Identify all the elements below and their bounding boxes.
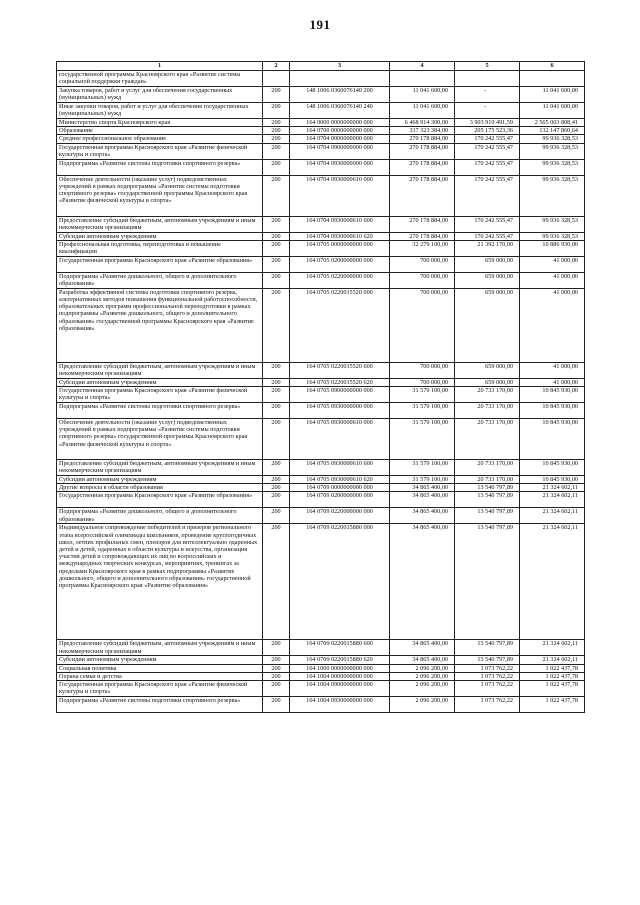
row-line-code-cell: 200 [263, 288, 290, 362]
row-approved-cell: 34 865 400,00 [390, 508, 455, 524]
row-line-code-cell: 200 [263, 362, 290, 378]
row-approved-cell: 2 096 200,00 [390, 681, 455, 697]
row-line-code-cell: 200 [263, 672, 290, 680]
row-line-code-cell [263, 71, 290, 87]
row-name-cell: Государственная программа Красноярского края «Развитие физической культуры и спорта» [57, 681, 263, 697]
row-remaining-cell: 99 936 328,53 [520, 159, 585, 175]
table-row [57, 288, 585, 362]
row-approved-cell: 34 865 400,00 [390, 656, 455, 664]
row-line-code-cell: 200 [263, 135, 290, 143]
row-executed-cell: 170 242 555,47 [455, 216, 520, 232]
row-remaining-cell: 41 000,00 [520, 378, 585, 386]
row-budget-code-cell: 164 1004 0930000000 000 [290, 697, 390, 713]
row-line-code-cell: 200 [263, 492, 290, 508]
table-row [57, 256, 585, 272]
row-line-code-cell: 200 [263, 127, 290, 135]
row-approved-cell: 34 865 400,00 [390, 640, 455, 656]
row-approved-cell: 700 000,00 [390, 288, 455, 362]
row-name-cell: Иные закупки товаров, работ и услуг для обеспечения государственных (муниципальных) нужд [57, 103, 263, 119]
row-remaining-cell: 132 147 860,64 [520, 127, 585, 135]
page-number: 191 [309, 17, 331, 32]
row-name-cell: Предоставление субсидий бюджетным, автономным учреждениям и иным некоммерческим организациям [57, 216, 263, 232]
row-name-cell: Предоставление субсидий бюджетным, автономным учреждениям и иным некоммерческим организациям [57, 362, 263, 378]
row-approved-cell: 11 041 600,00 [390, 87, 455, 103]
row-executed-cell: 659 000,00 [455, 272, 520, 288]
row-budget-code-cell: 164 0700 0000000000 000 [290, 127, 390, 135]
table-body [57, 71, 585, 713]
row-budget-code-cell: 164 0709 0220015880 600 [290, 640, 390, 656]
row-budget-code-cell: 164 0705 0930000610 000 [290, 419, 390, 460]
table-row [57, 159, 585, 175]
row-budget-code-cell: 164 0709 0220015880 000 [290, 524, 390, 640]
row-line-code-cell: 200 [263, 524, 290, 640]
row-executed-cell: 13 540 797,89 [455, 640, 520, 656]
row-name-cell: Предоставление субсидий бюджетным, автономным учреждениям и иным некоммерческим организациям [57, 460, 263, 476]
table-row [57, 656, 585, 664]
table-row [57, 681, 585, 697]
table-row [57, 640, 585, 656]
row-name-cell: Субсидии автономным учреждениям [57, 378, 263, 386]
row-executed-cell: 1 073 762,22 [455, 681, 520, 697]
row-executed-cell: 21 392 170,00 [455, 240, 520, 256]
row-remaining-cell: 21 324 602,11 [520, 524, 585, 640]
row-budget-code-cell: 164 1000 0000000000 000 [290, 664, 390, 672]
table-row [57, 492, 585, 508]
row-executed-cell: 170 242 555,47 [455, 232, 520, 240]
row-name-cell: Подпрограмма «Развитие системы подготовки спортивного резерва» [57, 159, 263, 175]
row-line-code-cell: 200 [263, 681, 290, 697]
row-executed-cell: 205 175 523,36 [455, 127, 520, 135]
row-name-cell: Среднее профессиональное образование [57, 135, 263, 143]
row-budget-code-cell: 164 0705 0200000000 000 [290, 256, 390, 272]
row-line-code-cell: 200 [263, 403, 290, 419]
row-executed-cell: 659 000,00 [455, 288, 520, 362]
row-remaining-cell: 41 000,00 [520, 272, 585, 288]
row-executed-cell: 13 540 797,89 [455, 492, 520, 508]
row-approved-cell: 2 096 200,00 [390, 697, 455, 713]
row-line-code-cell: 200 [263, 508, 290, 524]
row-executed-cell: 170 242 555,47 [455, 175, 520, 216]
column-header: 4 [390, 62, 455, 71]
row-budget-code-cell: 164 0709 0220000000 000 [290, 508, 390, 524]
table-row [57, 272, 585, 288]
row-executed-cell: - [455, 87, 520, 103]
row-name-cell: Государственная программа Красноярского края «Развитие образования» [57, 492, 263, 508]
row-approved-cell: 6 468 914 300,00 [390, 119, 455, 127]
row-name-cell: Разработка эффективной системы подготовки спортивного резерва, альтернативных методов повышения функциональной работоспособности, образовательных программ профессиональной переподготовки в рамках подпрограммы «Развитие дошкольного, общего и дополнительного образования» государственной программы Красноярского края «Развитие образования» [57, 288, 263, 362]
row-remaining-cell: 99 936 328,53 [520, 135, 585, 143]
row-executed-cell [455, 71, 520, 87]
table-row [57, 476, 585, 484]
row-executed-cell: - [455, 103, 520, 119]
row-remaining-cell: 41 000,00 [520, 256, 585, 272]
row-line-code-cell: 200 [263, 143, 290, 159]
table-row [57, 697, 585, 713]
row-budget-code-cell: 148 1006 0360076140 240 [290, 103, 390, 119]
row-name-cell: Субсидии автономным учреждениям [57, 232, 263, 240]
row-executed-cell: 1 073 762,22 [455, 697, 520, 713]
row-remaining-cell: 21 324 602,11 [520, 508, 585, 524]
table-row [57, 232, 585, 240]
row-name-cell: Подпрограмма «Развитие системы подготовки спортивного резерва» [57, 403, 263, 419]
row-remaining-cell [520, 71, 585, 87]
row-remaining-cell: 99 936 328,53 [520, 175, 585, 216]
row-remaining-cell: 1 022 437,78 [520, 697, 585, 713]
table-row [57, 419, 585, 460]
row-approved-cell: 337 323 384,00 [390, 127, 455, 135]
row-executed-cell: 659 000,00 [455, 362, 520, 378]
row-name-cell: Подпрограмма «Развитие дошкольного, общего и дополнительного образования» [57, 272, 263, 288]
table-row [57, 378, 585, 386]
row-name-cell: Подпрограмма «Развитие дошкольного, общего и дополнительного образования» [57, 508, 263, 524]
row-name-cell: Государственная программа Красноярского края «Развитие физической культуры и спорта» [57, 387, 263, 403]
row-approved-cell: 270 178 884,00 [390, 216, 455, 232]
column-header: 2 [263, 62, 290, 71]
row-approved-cell: 31 579 100,00 [390, 387, 455, 403]
row-remaining-cell: 10 845 930,00 [520, 419, 585, 460]
row-executed-cell: 13 540 797,89 [455, 484, 520, 492]
row-executed-cell: 170 242 555,47 [455, 159, 520, 175]
row-remaining-cell: 2 565 003 808,41 [520, 119, 585, 127]
row-name-cell: государственной программы Красноярского края «Развитие системы социальной поддержки граждан» [57, 71, 263, 87]
column-header: 3 [290, 62, 390, 71]
row-approved-cell: 700 000,00 [390, 256, 455, 272]
row-line-code-cell: 200 [263, 419, 290, 460]
row-executed-cell: 20 733 170,00 [455, 387, 520, 403]
row-line-code-cell: 200 [263, 240, 290, 256]
row-approved-cell: 270 178 884,00 [390, 135, 455, 143]
table-row [57, 524, 585, 640]
table-row [57, 71, 585, 87]
row-budget-code-cell: 164 1004 0000000000 000 [290, 672, 390, 680]
table-row [57, 135, 585, 143]
table-row [57, 127, 585, 135]
row-approved-cell: 2 096 200,00 [390, 664, 455, 672]
row-line-code-cell: 200 [263, 697, 290, 713]
row-executed-cell: 13 540 797,89 [455, 524, 520, 640]
row-remaining-cell: 10 845 930,00 [520, 387, 585, 403]
row-budget-code-cell: 164 0704 0930000610 620 [290, 232, 390, 240]
row-line-code-cell: 200 [263, 232, 290, 240]
row-name-cell: Субсидии автономным учреждениям [57, 656, 263, 664]
row-approved-cell: 11 041 600,00 [390, 103, 455, 119]
table-row [57, 103, 585, 119]
row-name-cell: Субсидии автономным учреждениям [57, 476, 263, 484]
row-executed-cell: 20 733 170,00 [455, 419, 520, 460]
table-row [57, 362, 585, 378]
table-header-row [57, 62, 585, 71]
row-line-code-cell: 200 [263, 216, 290, 232]
row-name-cell: Индивидуальное сопровождение победителей и призеров регионального этапа всероссийской олимпиады школьников, проведение круглогодичных школ, летних профильных смен, пленэров для интеллектуально одаренных детей и детей, одаренных в области культуры и искусства, организация участия детей и сопровождающих их лиц во всероссийских и международных творческих конкурсах, мероприятиях, тренингах за пределами Красноярского края в рамках подпрограммы «Развитие дошкольного, общего и дополнительного образования» государственной программы Красноярского края «Развитие образования» [57, 524, 263, 640]
row-approved-cell: 34 865 400,00 [390, 524, 455, 640]
row-budget-code-cell: 164 0709 0220015880 620 [290, 656, 390, 664]
table-row [57, 240, 585, 256]
row-approved-cell: 2 096 200,00 [390, 672, 455, 680]
row-line-code-cell: 200 [263, 476, 290, 484]
row-name-cell: Обеспечение деятельности (оказание услуг) подведомственных учреждений в рамках подпрограммы «Развитие системы подготовки спортивного резерва» государственной программы Красноярского края «Развитие физической культуры и спорта» [57, 419, 263, 460]
table-row [57, 664, 585, 672]
row-remaining-cell: 1 022 437,78 [520, 672, 585, 680]
row-budget-code-cell: 164 0705 0930000610 620 [290, 476, 390, 484]
row-name-cell: Министерство спорта Красноярского края [57, 119, 263, 127]
row-budget-code-cell: 164 0000 0000000000 000 [290, 119, 390, 127]
row-budget-code-cell: 164 0704 0900000000 000 [290, 143, 390, 159]
row-remaining-cell: 21 324 602,11 [520, 484, 585, 492]
row-line-code-cell: 200 [263, 159, 290, 175]
row-budget-code-cell: 164 0704 0930000610 600 [290, 216, 390, 232]
row-name-cell: Другие вопросы в области образования [57, 484, 263, 492]
row-line-code-cell: 200 [263, 640, 290, 656]
row-executed-cell: 3 903 910 491,59 [455, 119, 520, 127]
row-remaining-cell: 41 000,00 [520, 362, 585, 378]
row-remaining-cell: 41 000,00 [520, 288, 585, 362]
table-row [57, 216, 585, 232]
row-budget-code-cell: 164 0709 0200000000 000 [290, 492, 390, 508]
row-executed-cell: 659 000,00 [455, 378, 520, 386]
row-line-code-cell: 200 [263, 387, 290, 403]
row-remaining-cell: 21 324 602,11 [520, 492, 585, 508]
row-approved-cell: 31 579 100,00 [390, 476, 455, 484]
row-approved-cell: 34 865 400,00 [390, 492, 455, 508]
row-approved-cell: 700 000,00 [390, 362, 455, 378]
table-row [57, 672, 585, 680]
row-remaining-cell: 11 041 600,00 [520, 87, 585, 103]
row-remaining-cell: 99 936 328,53 [520, 143, 585, 159]
table-row [57, 175, 585, 216]
row-executed-cell: 13 540 797,89 [455, 508, 520, 524]
row-remaining-cell: 1 022 437,78 [520, 664, 585, 672]
row-name-cell: Закупка товаров, работ и услуг для обеспечения государственных (муниципальных) нужд [57, 87, 263, 103]
table-row [57, 508, 585, 524]
table-row [57, 403, 585, 419]
row-approved-cell: 270 178 884,00 [390, 232, 455, 240]
row-name-cell: Обеспечение деятельности (оказание услуг) подведомственных учреждений в рамках подпрограммы «Развитие системы подготовки спортивного резерва» государственной программы Красноярского края «Развитие физической культуры и спорта» [57, 175, 263, 216]
row-line-code-cell: 200 [263, 484, 290, 492]
row-executed-cell: 20 733 170,00 [455, 460, 520, 476]
row-line-code-cell: 200 [263, 378, 290, 386]
row-approved-cell: 270 178 884,00 [390, 159, 455, 175]
row-name-cell: Предоставление субсидий бюджетным, автономным учреждениям и иным некоммерческим организациям [57, 640, 263, 656]
row-line-code-cell: 200 [263, 87, 290, 103]
row-remaining-cell: 99 936 328,53 [520, 216, 585, 232]
table-row [57, 460, 585, 476]
row-name-cell: Охрана семьи и детства [57, 672, 263, 680]
row-budget-code-cell: 164 0705 0900000000 000 [290, 387, 390, 403]
row-budget-code-cell: 164 0705 0220015520 600 [290, 362, 390, 378]
row-line-code-cell: 200 [263, 272, 290, 288]
table-row [57, 484, 585, 492]
row-executed-cell: 20 733 170,00 [455, 403, 520, 419]
row-line-code-cell: 200 [263, 256, 290, 272]
column-header: 1 [57, 62, 263, 71]
table-row [57, 87, 585, 103]
column-header: 5 [455, 62, 520, 71]
row-remaining-cell: 21 324 602,11 [520, 656, 585, 664]
row-budget-code-cell: 164 1004 0900000000 000 [290, 681, 390, 697]
row-budget-code-cell: 164 0705 0220015520 000 [290, 288, 390, 362]
row-budget-code-cell: 164 0704 0000000000 000 [290, 135, 390, 143]
row-line-code-cell: 200 [263, 119, 290, 127]
row-approved-cell: 700 000,00 [390, 272, 455, 288]
row-line-code-cell: 200 [263, 656, 290, 664]
row-approved-cell: 31 579 100,00 [390, 419, 455, 460]
row-remaining-cell: 10 845 930,00 [520, 476, 585, 484]
row-approved-cell: 270 178 884,00 [390, 175, 455, 216]
row-name-cell: Государственная программа Красноярского края «Развитие физической культуры и спорта» [57, 143, 263, 159]
row-name-cell: Государственная программа Красноярского края «Развитие образования» [57, 256, 263, 272]
row-remaining-cell: 10 886 930,00 [520, 240, 585, 256]
row-budget-code-cell: 164 0704 0930000610 000 [290, 175, 390, 216]
row-approved-cell: 32 279 100,00 [390, 240, 455, 256]
row-name-cell: Профессиональная подготовка, переподготовка и повышение квалификации [57, 240, 263, 256]
row-approved-cell [390, 71, 455, 87]
row-line-code-cell: 200 [263, 664, 290, 672]
row-budget-code-cell: 164 0705 0000000000 000 [290, 240, 390, 256]
budget-table [56, 61, 585, 713]
row-executed-cell: 1 073 762,22 [455, 672, 520, 680]
row-executed-cell: 1 073 762,22 [455, 664, 520, 672]
row-remaining-cell: 10 845 930,00 [520, 460, 585, 476]
row-name-cell: Образование [57, 127, 263, 135]
row-budget-code-cell: 164 0704 0930000000 000 [290, 159, 390, 175]
row-remaining-cell: 99 936 328,53 [520, 232, 585, 240]
row-approved-cell: 270 178 884,00 [390, 143, 455, 159]
row-approved-cell: 34 865 400,00 [390, 484, 455, 492]
row-approved-cell: 31 579 100,00 [390, 460, 455, 476]
row-approved-cell: 700 000,00 [390, 378, 455, 386]
row-executed-cell: 170 242 555,47 [455, 135, 520, 143]
row-budget-code-cell: 164 0709 0000000000 000 [290, 484, 390, 492]
row-remaining-cell: 21 324 602,11 [520, 640, 585, 656]
row-line-code-cell: 200 [263, 103, 290, 119]
row-budget-code-cell: 164 0705 0220015520 620 [290, 378, 390, 386]
row-name-cell: Подпрограмма «Развитие системы подготовки спортивного резерва» [57, 697, 263, 713]
row-budget-code-cell [290, 71, 390, 87]
column-header: 6 [520, 62, 585, 71]
row-name-cell: Социальная политика [57, 664, 263, 672]
row-executed-cell: 659 000,00 [455, 256, 520, 272]
table-row [57, 387, 585, 403]
row-executed-cell: 13 540 797,89 [455, 656, 520, 664]
row-line-code-cell: 200 [263, 460, 290, 476]
table-row [57, 143, 585, 159]
row-line-code-cell: 200 [263, 175, 290, 216]
row-budget-code-cell: 164 0705 0220000000 000 [290, 272, 390, 288]
row-budget-code-cell: 164 0705 0930000610 600 [290, 460, 390, 476]
row-remaining-cell: 1 022 437,78 [520, 681, 585, 697]
row-approved-cell: 31 579 100,00 [390, 403, 455, 419]
row-budget-code-cell: 148 1006 0360076140 200 [290, 87, 390, 103]
row-remaining-cell: 10 845 930,00 [520, 403, 585, 419]
row-remaining-cell: 11 041 600,00 [520, 103, 585, 119]
row-budget-code-cell: 164 0705 0930000000 000 [290, 403, 390, 419]
row-executed-cell: 170 242 555,47 [455, 143, 520, 159]
table-row [57, 119, 585, 127]
row-executed-cell: 20 733 170,00 [455, 476, 520, 484]
